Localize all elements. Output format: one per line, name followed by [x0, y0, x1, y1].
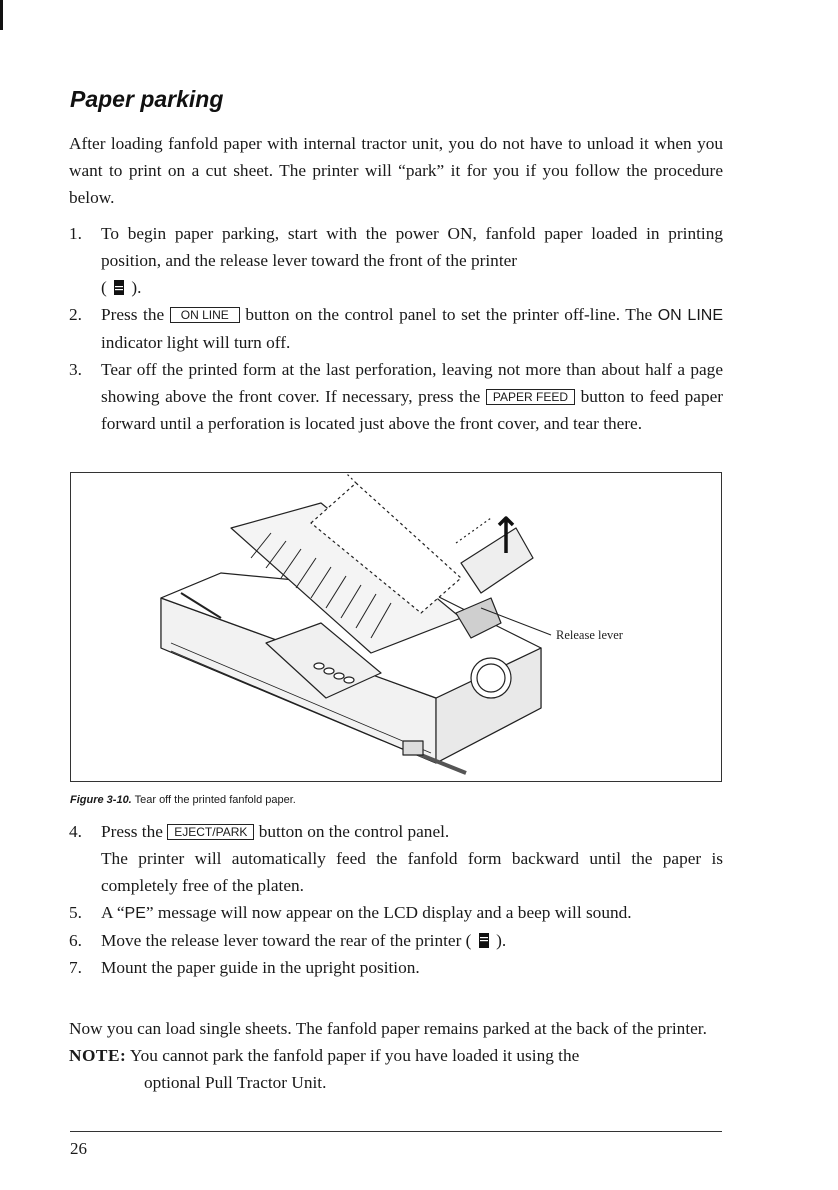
closing-section — [69, 1015, 723, 1096]
step-number: 1. — [69, 224, 82, 243]
steps-list-top — [69, 220, 723, 437]
note-text-continued: optional Pull Tractor Unit. — [144, 1073, 327, 1092]
paper-feed-button-label: PAPER FEED — [486, 389, 575, 405]
online-indicator-label: ON LINE — [657, 307, 723, 324]
page-edge-mark — [0, 0, 3, 30]
page-number: 26 — [70, 1139, 87, 1158]
step-text: indicator light will turn off. — [101, 333, 291, 352]
step-text: Tear off the printed form at the last perforation, leaving not more than about half a page showing above the front cover. If necessary, press the — [101, 360, 723, 406]
eject-park-button-label: EJECT/PARK — [167, 824, 254, 840]
step-7 — [69, 954, 723, 981]
step-2 — [69, 301, 723, 356]
figure-caption-text: Tear off the printed fanfold paper. — [134, 794, 296, 806]
step-text: Mount the paper guide in the upright position. — [101, 958, 420, 977]
footer-rule — [70, 1131, 722, 1132]
closing-paragraph: Now you can load single sheets. The fanfold paper remains parked at the back of the printer. — [69, 1019, 707, 1038]
step-6 — [69, 927, 723, 954]
release-lever-rear-icon — [479, 933, 489, 948]
paren: ( — [101, 278, 107, 297]
note-label: NOTE: — [69, 1046, 127, 1065]
printer-figure — [70, 472, 722, 782]
paren: ). — [496, 931, 507, 950]
printer-illustration — [71, 473, 721, 781]
note — [69, 1042, 723, 1069]
step-text: ” message will now appear on the LCD display and a beep will sound. — [145, 903, 632, 922]
lcd-message: PE — [124, 905, 146, 922]
step-text: Move the release lever toward the rear of the printer — [101, 931, 462, 950]
step-number: 5. — [69, 903, 82, 922]
intro-paragraph: After loading fanfold paper with internal tractor unit, you do not have to unload it when you want to print on a cut sheet. The printer will “park” it for you if you follow the procedure below. — [69, 134, 723, 207]
step-text: The printer will automatically feed the fanfold form backward until the paper is completely free of the platen. — [101, 849, 723, 895]
step-text: button on the control panel. — [258, 822, 450, 841]
figure-caption — [70, 794, 296, 806]
step-text: A “ — [101, 903, 125, 922]
paren: ( — [465, 931, 472, 950]
step-text: Press the — [101, 822, 163, 841]
note-text: You cannot park the fanfold paper if you have loaded it using the — [129, 1046, 580, 1065]
step-number: 6. — [69, 931, 82, 950]
release-lever-front-icon — [114, 280, 124, 295]
step-number: 7. — [69, 958, 82, 977]
step-5 — [69, 899, 723, 927]
step-1 — [69, 220, 723, 301]
step-text: Press the — [101, 305, 165, 324]
step-text: button on the control panel to set the printer off-line. The — [245, 305, 653, 324]
section-title: Paper parking — [70, 86, 224, 112]
step-number: 2. — [69, 305, 82, 324]
step-text: button to feed paper forward until a perforation is located just above the front cover, and tear there. — [101, 387, 724, 433]
step-text: To begin paper parking, start with the power ON, fanfold paper loaded in printing position, and the release lever toward the front of the printer — [101, 224, 723, 270]
step-number: 4. — [69, 822, 82, 841]
step-3 — [69, 356, 723, 437]
paren: ). — [131, 278, 142, 297]
figure-number: Figure 3-10. — [70, 794, 132, 806]
step-4 — [69, 818, 723, 899]
online-button-label: ON LINE — [170, 307, 240, 323]
step-number: 3. — [69, 360, 82, 379]
release-lever-callout: Release lever — [556, 628, 623, 642]
steps-list-bottom — [69, 818, 723, 981]
